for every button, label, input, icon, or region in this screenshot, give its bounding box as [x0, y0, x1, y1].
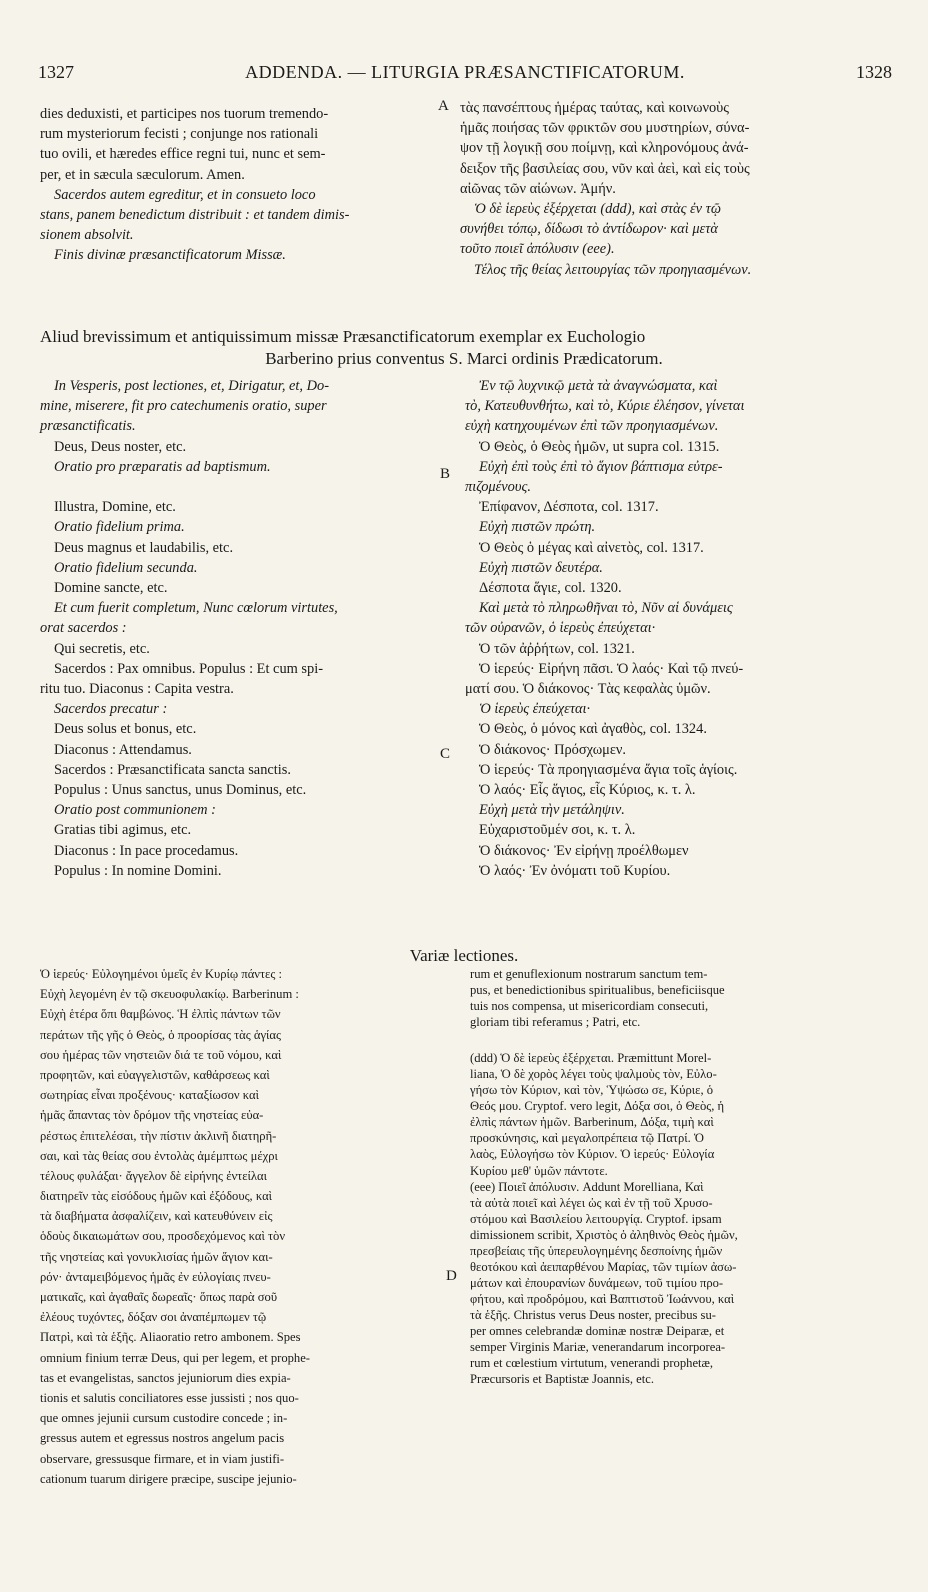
text-line: rum mysteriorum fecisti ; conjunge nos rationali	[40, 126, 319, 143]
text-line: Deus, Deus noster, etc.	[54, 438, 187, 455]
text-line: ματί σου. Ὁ διάκονος· Τὰς κεφαλὰς ὑμῶν.	[465, 681, 711, 698]
note-line: σωτηρίας εἶναι προξένους· καταξίωσον καὶ	[40, 1088, 259, 1103]
text-line: Oratio fidelium secunda.	[54, 559, 198, 576]
note-line: τὰ ἑξῆς. Christus verus Deus noster, precibus su-	[470, 1307, 716, 1322]
note-line: φήτου, καὶ προδρόμου, καὶ Βαπτιστοῦ Ἰωάννου, καὶ	[470, 1291, 735, 1306]
text-line: αἰῶνας τῶν αἰώνων. Ἀμήν.	[460, 180, 616, 197]
text-line: Ὁ λαός· Ἐν ὀνόματι τοῦ Κυρίου.	[479, 862, 671, 879]
note-line: observare, gressusque firmare, et in viam justifi-	[40, 1451, 285, 1466]
running-title: ADDENDA. — LITURGIA PRÆSANCTIFICATORUM.	[245, 62, 685, 82]
text-line: Sacerdos autem egreditur, et in consueto loco	[54, 186, 316, 203]
text-line: stans, panem benedictum distribuit : et tandem dimis-	[40, 207, 350, 224]
margin-letter-c: C	[440, 746, 451, 762]
note-line: προσκύνησις, καὶ μεγαλοπρέπεια τῷ Πατρί. Ὁ	[470, 1131, 704, 1146]
middle-left-column	[40, 376, 435, 881]
text-line: Finis divinæ præsanctificatorum Missæ.	[54, 247, 286, 264]
text-line: ἡμᾶς ποιήσας τῶν φρικτῶν σου μυστηρίων, σύνα-	[460, 120, 750, 137]
text-line: Ὁ Θεὸς, ὁ μόνος καὶ ἀγαθὸς, col. 1324.	[479, 721, 707, 738]
text-line: Ὁ ἱερεύς· Τὰ προηγιασμένα ἅγια τοῖς ἁγίοις.	[479, 761, 738, 778]
text-line: Ὁ ἱερεύς· Εἰρήνη πᾶσι. Ὁ λαός· Καὶ τῷ πνεύ-	[479, 660, 744, 677]
text-line: Ὁ ἱερεὺς ἐπεύχεται·	[479, 701, 591, 718]
note-line: ἐλπὶς πάντων ἡμῶν. Barberinum, Δόξα, τιμὴ καὶ	[470, 1115, 714, 1130]
text-line: Ἐπίφανον, Δέσποτα, col. 1317.	[479, 499, 659, 516]
text-line: Καὶ μετὰ τὸ πληρωθῆναι τὸ, Νῦν αἱ δυνάμεις	[479, 600, 733, 617]
note-line: que omnes jejunii cursum custodire concede ; in-	[40, 1411, 288, 1426]
note-line: θεοτόκου καὶ ἀειπαρθένου Μαρίας, τῶν τιμίων ἀσω-	[470, 1259, 737, 1274]
note-line: Θεός μου. Cryptof. vero legit, Δόξα σοι, ὁ Θεὸς, ἡ	[470, 1099, 725, 1114]
note-line: liana, Ὁ δὲ χορὸς λέγει τοὺς ψαλμοὺς τὸν, Εὐλο-	[470, 1067, 717, 1082]
notes-right-column	[470, 966, 890, 1387]
note-line: tas et evangelistas, sanctos jejuniorum dies expia-	[40, 1370, 291, 1385]
note-line: dimissionem scribit, Χριστὸς ὁ ἀληθινὸς Θεὸς ἡμῶν,	[470, 1227, 738, 1242]
note-line: omnium finium terræ Deus, qui per legem, et prophe-	[40, 1350, 311, 1365]
text-line: Εὐχὴ πιστῶν δευτέρα.	[479, 559, 603, 576]
margin-letter-b: B	[440, 466, 451, 482]
note-line: Εὐχὴ λεγομένη ἐν τῷ σκευοφυλακίῳ. Barberinum :	[40, 987, 299, 1002]
note-line: semper Virginis Mariæ, venerandarum incorporea-	[470, 1340, 726, 1355]
text-line: Εὐχαριστοῦμέν σοι, κ. τ. λ.	[479, 822, 636, 839]
text-line: Εὐχὴ πιστῶν πρώτη.	[479, 519, 596, 536]
text-line: συνήθει τόπῳ, δίδωσι τὸ ἀντίδωρον· καὶ μετὰ	[460, 221, 718, 238]
text-line: mine, miserere, fit pro catechumenis oratio, super	[40, 398, 327, 415]
note-line: ἐλέους τυχόντες, δόξαν σοι ἀναπέμπωμεν τῷ	[40, 1310, 267, 1325]
text-line: Εὐχὴ μετὰ τὴν μετάληψιν.	[479, 802, 625, 819]
text-line: Populus : In nomine Domini.	[54, 862, 222, 879]
note-line: rum et genuflexionum nostrarum sanctum tem-	[470, 967, 708, 981]
note-line: τὰ διαβήματα ἀσφαλίζειν, καὶ κατευθύνειν εἰς	[40, 1209, 273, 1224]
top-right-column	[460, 98, 890, 280]
note-line: cationum tuarum dirigere præcipe, suscipe jejunio-	[40, 1471, 297, 1486]
note-line: Ὁ ἱερεύς· Εὐλογημένοι ὑμεῖς ἐν Κυρίῳ πάντες :	[40, 967, 282, 981]
note-line: Πατρὶ, καὶ τὰ ἑξῆς. Aliaoratio retro ambonem. Spes	[40, 1330, 301, 1345]
middle-right-column	[465, 376, 890, 881]
text-line: Ὁ λαός· Εἷς ἅγιος, εἷς Κύριος, κ. τ. λ.	[479, 782, 696, 799]
text-line: per, et in sæcula sæculorum. Amen.	[40, 166, 245, 183]
text-line: Et cum fuerit completum, Nunc cœlorum virtutes,	[54, 600, 338, 617]
section-heading	[40, 326, 888, 370]
text-line: Δέσποτα ἅγιε, col. 1320.	[479, 580, 622, 597]
text-line: τῶν οὐρανῶν, ὁ ἱερεὺς ἐπεύχεται·	[465, 620, 656, 637]
text-line: Diaconus : Attendamus.	[54, 741, 192, 758]
note-line: διατηρεῖν τὰς εἰσόδους ἡμῶν καὶ ἐξόδους, καὶ	[40, 1189, 273, 1204]
note-line: σαι, καὶ τὰς θείας σου ἐντολὰς ἀμέμπτως μέχρι	[40, 1148, 278, 1163]
note-line: τέλους φυλάξαι· ἄγγελον δὲ εἰρήνης ἐντείλαι	[40, 1168, 268, 1183]
running-header	[38, 62, 892, 88]
text-line: Sacerdos : Pax omnibus. Populus : Et cum spi-	[54, 660, 324, 677]
text-line: Ὁ διάκονος· Πρόσχωμεν.	[479, 741, 627, 758]
note-line: λαὸς, Εὐλογήσω τὸν Κύριον. Ὁ ἱερεύς· Εὐλογία	[470, 1147, 715, 1162]
note-line: rum et cœlestium virtutum, venerandi prophetæ,	[470, 1356, 714, 1371]
text-line: τὸ, Κατευθυνθήτω, καὶ τὸ, Κύριε ἐλέησον, γίνεται	[465, 398, 745, 415]
note-line: πρεσβείαις τῆς ὑπερευλογημένης δεσποίνης ἡμῶν	[470, 1243, 723, 1258]
note-line: προφητῶν, καὶ εὐαγγελιστῶν, καθάρσεως καὶ	[40, 1067, 270, 1082]
text-line: δειξον τῆς βασιλείας σου, νῦν καὶ ἀεὶ, καὶ εἰς τοὺς	[460, 160, 750, 177]
note-line: ρόν· ἀνταμειβόμενος ἡμᾶς ἐν εὐλογίαις πνευ-	[40, 1269, 271, 1284]
text-line: Ὁ δὲ ἱερεὺς ἐξέρχεται (ddd), καὶ στὰς ἐν τῷ	[474, 201, 721, 218]
text-line: Ὁ Θεὸς ὁ μέγας καὶ αἰνετὸς, col. 1317.	[479, 539, 704, 556]
text-line: tuo ovili, et hæredes effice regni tui, nunc et sem-	[40, 146, 326, 163]
note-line: ὁδοὺς δικαιωμάτων σου, προσδεχόμενος καὶ τὸν	[40, 1229, 286, 1244]
text-line: præsanctificatis.	[40, 418, 136, 435]
note-line: gressus autem et egressus nostros angelum pacis	[40, 1431, 285, 1446]
text-line: orat sacerdos :	[40, 620, 127, 637]
note-line: (eee) Ποιεῖ ἀπόλυσιν. Addunt Morelliana, Καὶ	[470, 1179, 704, 1194]
text-line: πιζομένους.	[465, 479, 531, 496]
page-number-left: 1327	[38, 62, 74, 82]
text-line: Oratio post communionem :	[54, 802, 216, 819]
text-line: Oratio fidelium prima.	[54, 519, 185, 536]
text-line: Domine sancte, etc.	[54, 580, 168, 597]
notes-left-column	[40, 966, 438, 1491]
top-left-column	[40, 104, 435, 266]
note-line: περάτων τῆς γῆς ὁ Θεὸς, ὁ προορίσας τὰς ἁγίας	[40, 1027, 282, 1042]
text-line	[40, 477, 435, 497]
text-line: dies deduxisti, et participes nos tuorum tremendo-	[40, 106, 329, 122]
text-line: sionem absolvit.	[40, 227, 134, 244]
note-line: pus, et benedictionibus spiritualibus, beneficiisque	[470, 983, 725, 998]
note-line: Κυρίου μεθ' ὑμῶν πάντοτε.	[470, 1163, 608, 1178]
note-line: ἡμᾶς ἅπαντας τὸν δρόμον τῆς νηστείας εὐα-	[40, 1108, 264, 1123]
margin-letter-a: A	[438, 98, 449, 114]
text-line: ψον τῇ λογικῇ σου ποίμνῃ, καὶ κληρονόμους ἀνά-	[460, 140, 749, 157]
note-line: μάτων καὶ ἐπουρανίων δυνάμεων, τοῦ τιμίου προ-	[470, 1275, 724, 1290]
text-line: Εὐχὴ ἐπὶ τοὺς ἐπὶ τὸ ἅγιον βάπτισμα εὐτρε-	[479, 458, 723, 475]
text-line: Ἐν τῷ λυχνικῷ μετὰ τὰ ἀναγνώσματα, καὶ	[479, 378, 718, 394]
note-line: gloriam tibi referamus ; Patri, etc.	[470, 1015, 641, 1030]
text-line: In Vesperis, post lectiones, et, Dirigatur, et, Do-	[54, 378, 329, 394]
note-line: Εὐχὴ ἑτέρα ὅπι θαμβώνος. Ἡ ἐλπὶς πάντων τῶν	[40, 1007, 281, 1022]
note-line: σου ἡμέρας τῶν νηστειῶν διά τε τοῦ νόμου, καὶ	[40, 1047, 282, 1062]
text-line: Sacerdos : Præsanctificata sancta sanctis.	[54, 761, 291, 778]
text-line: Gratias tibi agimus, etc.	[54, 822, 192, 839]
text-line: Populus : Unus sanctus, unus Dominus, etc.	[54, 782, 307, 799]
text-line: Ὁ διάκονος· Ἐν εἰρήνῃ προέλθωμεν	[479, 842, 689, 859]
note-line: tuis nos compensa, ut misericordiam consecuti,	[470, 999, 709, 1014]
text-line: Ὁ τῶν ἀῤῥήτων, col. 1321.	[479, 640, 635, 657]
text-line: Diaconus : In pace procedamus.	[54, 842, 239, 859]
text-line: Deus magnus et laudabilis, etc.	[54, 539, 234, 556]
note-line: tionis et salutis conciliatores esse jussisti ; nos quo-	[40, 1390, 299, 1405]
text-line: Deus solus et bonus, etc.	[54, 721, 197, 738]
margin-letter-d: D	[446, 1268, 457, 1284]
text-line: εὐχὴ κατηχουμένων ἐπὶ τῶν προηγιασμένων.	[465, 418, 719, 435]
note-line: στόμου καὶ Βασιλείου λειτουργίᾳ. Cryptof. ipsam	[470, 1211, 722, 1226]
note-line: τὰ αὐτὰ ποιεῖ καὶ λέγει ὡς καὶ ἐν τῇ τοῦ Χρυσο-	[470, 1195, 713, 1210]
note-line: ματικαῖς, καὶ ἀγαθαῖς δωρεαῖς· ὅπως παρὰ σοῦ	[40, 1290, 278, 1304]
note-line: Præcursoris et Baptistæ Joannis, etc.	[470, 1372, 654, 1387]
note-line: γήσω τὸν Κύριον, καὶ τὸν, Ὑψώσω σε, Κύριε, ὁ	[470, 1083, 714, 1098]
text-line: Ὁ Θεὸς, ὁ Θεὸς ἡμῶν, ut supra col. 1315.	[479, 438, 720, 455]
text-line: ritu tuo. Diaconus : Capita vestra.	[40, 681, 234, 698]
note-line: τῆς νηστείας καὶ γονυκλισίας ἡμῶν ἅγιον και-	[40, 1249, 273, 1264]
text-line: Τέλος τῆς θείας λειτουργίας τῶν προηγιασμένων.	[474, 261, 752, 278]
section-heading-line2: Barberino prius conventus S. Marci ordinis Prædicatorum.	[265, 349, 663, 368]
note-line: per omnes celebrandæ dominæ nostræ Deiparæ, et	[470, 1323, 725, 1338]
note-line: ρέστως ἐπιτελέσαι, τὴν πίστιν ἀκλινῆ διατηρῆ-	[40, 1128, 277, 1143]
note-line: (ddd) Ὁ δὲ ἱερεὺς ἐξέρχεται. Præmittunt Morel-	[470, 1051, 712, 1066]
text-line: Illustra, Domine, etc.	[54, 499, 176, 516]
page-number-right: 1328	[856, 62, 892, 82]
text-line: Qui secretis, etc.	[54, 640, 150, 657]
text-line: Sacerdos precatur :	[54, 701, 168, 718]
variae-lectiones-title: Variæ lectiones.	[409, 946, 519, 965]
section-heading-line1: Aliud brevissimum et antiquissimum missæ Præsanctificatorum exemplar ex Euchologio	[40, 327, 646, 346]
text-line: τὰς πανσέπτους ἡμέρας ταύτας, καὶ κοινωνοὺς	[460, 100, 730, 116]
text-line: τοῦτο ποιεῖ ἀπόλυσιν (eee).	[460, 241, 615, 258]
text-line: Oratio pro præparatis ad baptismum.	[54, 458, 271, 475]
note-spacer	[470, 1030, 890, 1050]
